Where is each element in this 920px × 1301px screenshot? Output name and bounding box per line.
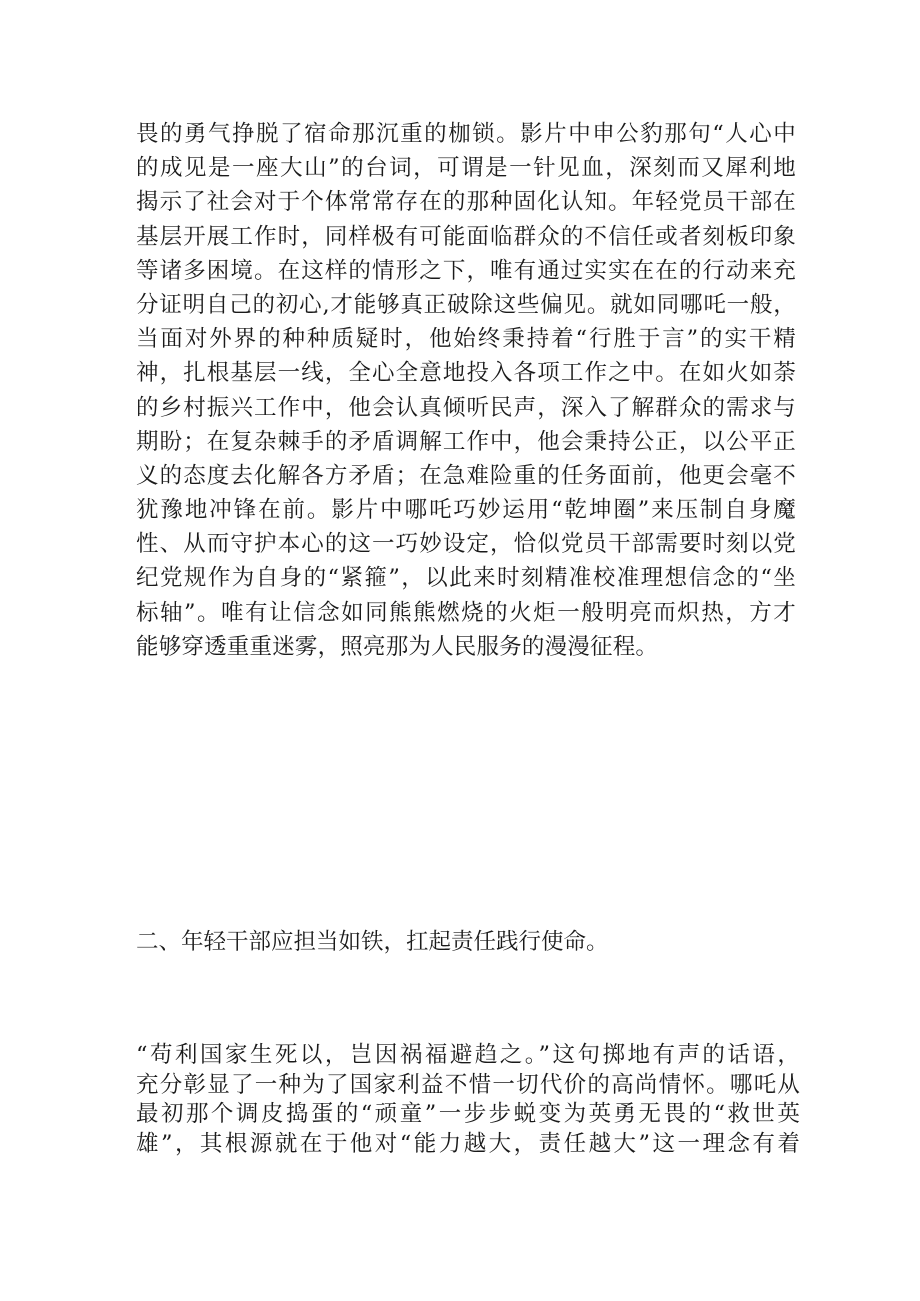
text-line: 最初那个调皮捣蛋的“顽童”一步步蜕变为英勇无畏的“救世英 <box>136 1101 800 1127</box>
text-line: 的乡村振兴工作中，他会认真倾听民声，深入了解群众的需求与 <box>136 394 796 421</box>
body-paragraph-1 <box>136 117 796 664</box>
text-line: 畏的勇气挣脱了宿命那沉重的枷锁。影片中申公豹那句“人心中 <box>136 121 796 147</box>
text-line: 充分彰显了一种为了国家利益不惜一切代价的高尚情怀。哪吒从 <box>136 1071 800 1098</box>
text-line: “苟利国家生死以，岂因祸福避趋之。”这句掷地有声的话语， <box>136 1042 800 1068</box>
text-line: 犹豫地冲锋在前。影片中哪吒巧妙运用“乾坤圈”来压制自身魔 <box>136 497 796 524</box>
text-line: 揭示了社会对于个体常常存在的那种固化认知。年轻党员干部在 <box>136 189 796 216</box>
text-line: 分证明自己的初心,才能够真正破除这些偏见。就如同哪吒一般， <box>136 291 796 318</box>
text-line: 当面对外界的种种质疑时，他始终秉持着“行胜于言”的实干精 <box>136 326 796 353</box>
text-line: 纪党规作为自身的“紧箍”，以此来时刻精准校准理想信念的“坐 <box>136 565 796 592</box>
text-line: 标轴”。唯有让信念如同熊熊燃烧的火炬一般明亮而炽热，方才 <box>136 599 796 626</box>
section-heading: 二、年轻干部应担当如铁，扛起责任践行使命。 <box>136 929 609 955</box>
text-line: 性、从而守护本心的这一巧妙设定，恰似党员干部需要时刻以党 <box>136 531 796 558</box>
text-line: 期盼；在复杂棘手的矛盾调解工作中，他会秉持公正，以公平正 <box>136 428 796 455</box>
text-line: 等诸多困境。在这样的情形之下，唯有通过实实在在的行动来充 <box>136 257 796 284</box>
text-line: 神，扎根基层一线，全心全意地投入各项工作之中。在如火如荼 <box>136 360 796 387</box>
body-paragraph-2 <box>136 1041 800 1159</box>
text-line: 义的态度去化解各方矛盾；在急难险重的任务面前，他更会毫不 <box>136 462 796 489</box>
text-line: 能够穿透重重迷雾，照亮那为人民服务的漫漫征程。 <box>136 633 659 660</box>
text-line: 基层开展工作时，同样极有可能面临群众的不信任或者刻板印象 <box>136 223 796 250</box>
text-line: 的成见是一座大山”的台词，可谓是一针见血，深刻而又犀利地 <box>136 155 796 182</box>
text-line: 雄”，其根源就在于他对“能力越大，责任越大”这一理念有着 <box>136 1130 800 1157</box>
